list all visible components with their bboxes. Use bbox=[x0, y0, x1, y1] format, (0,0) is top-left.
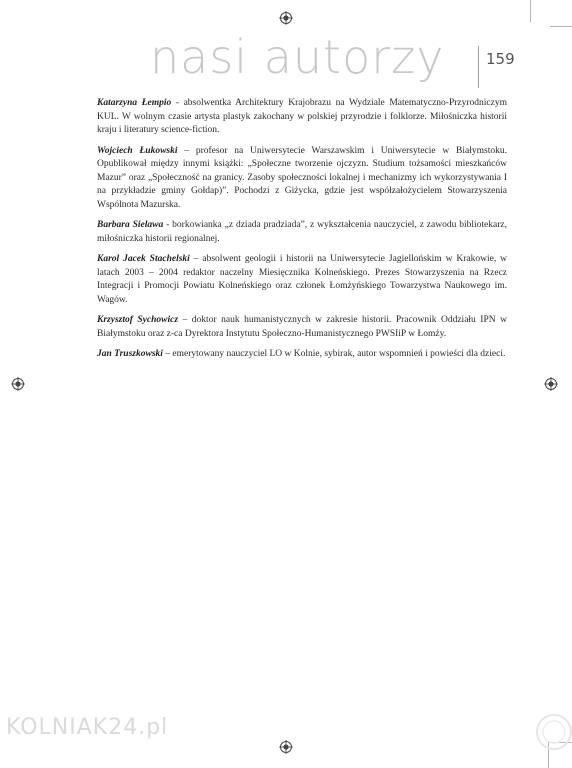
author-bio: - absolwentka Architektury Krajobrazu na Wydziale Matematyczno-Przyrodniczym KUL. W wolnym czasie artysta plastyk zakochany w polskiej przyrodzie i folklorze. Miłośniczka historii kraju i literatury science-fiction. bbox=[97, 98, 508, 135]
author-bio: – emerytowany nauczyciel LO w Kolnie, sybirak, autor wspomnień i powieści dla dzieci. bbox=[162, 349, 506, 359]
author-entry bbox=[97, 314, 507, 341]
author-entry bbox=[97, 97, 507, 138]
watermark-logo: KOLNIAK24.pl bbox=[6, 715, 169, 740]
watermark-seal-icon bbox=[528, 706, 572, 750]
author-name: Barbara Sielawa bbox=[97, 220, 164, 230]
author-bio: - borkowianka „z dziada pradziada”, z wykształcenia nauczyciel, z zawodu bibliotekarz, miłośniczka historii regionalnej. bbox=[97, 220, 507, 244]
author-name: Karol Jacek Stachelski bbox=[97, 254, 190, 264]
registration-mark-icon bbox=[279, 11, 293, 25]
crop-mark bbox=[530, 0, 531, 22]
author-entry bbox=[97, 348, 507, 362]
author-bio: – absolwent geologii i historii na Uniwersytecie Jagiellońskim w Krakowie, w latach 2003 – 2004 redaktor naczelny Miesięcznika Kolneńskiego. Prezes Stowarzyszenia na Rzecz Integracji i Promocji Powiatu Kolneńskiego oraz członek Łomżyńskiego Towarzystwa Naukowego im. Wagów. bbox=[97, 254, 507, 305]
section-title: nasi autorzy bbox=[150, 30, 445, 84]
author-bio: – doktor nauk humanistycznych w zakresie historii. Pracownik Oddziału IPN w Białymstoku oraz z-ca Dyrektora Instytutu Społeczno-Humanistycznego PWSIiP w Łomży. bbox=[97, 315, 507, 339]
author-name: Krzysztof Sychowicz bbox=[97, 315, 179, 325]
author-bio: – profesor na Uniwersytecie Warszawskim i Uniwersytecie w Białymstoku. Opublikował między innymi książki: „Społeczne tworzenie ojczyzn. Studium tożsamości mieszkańców Mazur” oraz „Społeczność na granicy. Zasoby społeczności lokalnej i mechanizmy ich wykorzystywania I na przykładzie gminy Gołdap)”. Pochodzi z Giżycka, gdzie jest współzałożycielem Stowarzyszenia Wspólnota Mazurska. bbox=[97, 145, 507, 210]
registration-mark-icon bbox=[11, 377, 25, 391]
registration-mark-icon bbox=[544, 377, 558, 391]
crop-mark bbox=[550, 26, 572, 27]
header-divider bbox=[478, 46, 479, 88]
author-list bbox=[97, 97, 507, 369]
author-entry bbox=[97, 219, 507, 246]
author-name: Jan Truszkowski bbox=[97, 349, 163, 359]
page-number: 159 bbox=[486, 50, 515, 68]
author-entry bbox=[97, 145, 507, 213]
author-name: Katarzyna Łempio bbox=[97, 98, 172, 108]
registration-mark-icon bbox=[279, 740, 293, 754]
author-entry bbox=[97, 253, 507, 307]
author-name: Wojciech Łukowski bbox=[97, 145, 178, 156]
